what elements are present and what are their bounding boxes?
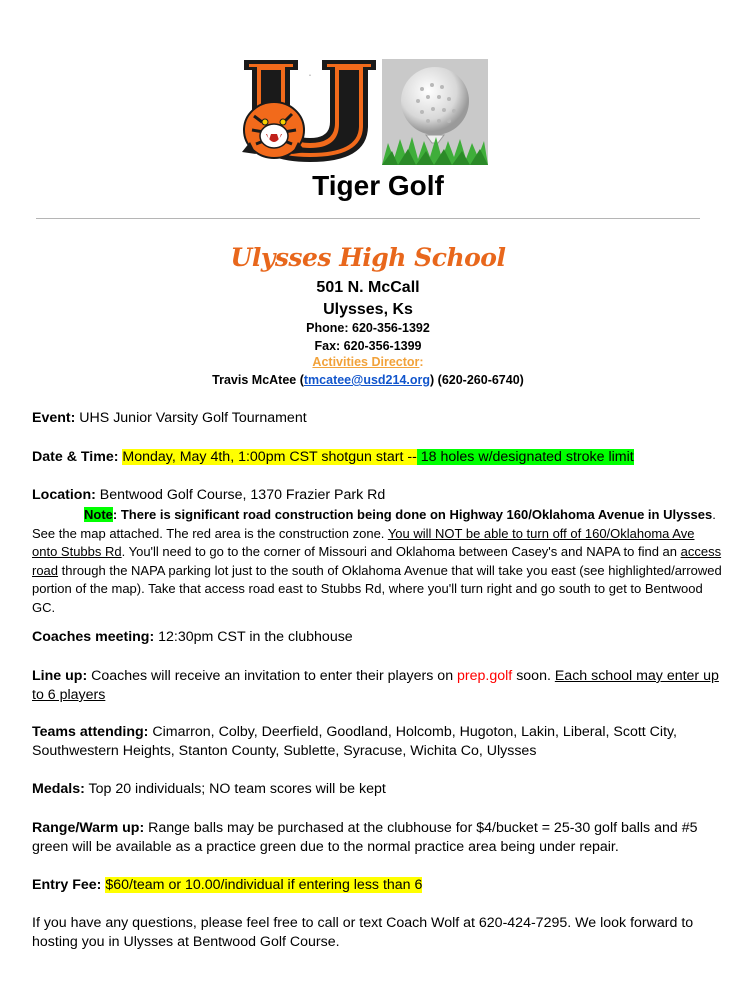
address-line1: 501 N. McCall	[316, 279, 420, 296]
coaches-value: 12:30pm CST in the clubhouse	[154, 629, 353, 645]
lineup-text2: soon.	[512, 668, 555, 684]
note-underline2: access road	[32, 544, 722, 578]
header-logos	[240, 56, 492, 168]
coaches-label: Coaches meeting:	[32, 629, 155, 645]
datetime-label: Date & Time:	[32, 449, 119, 465]
range-value: Range balls may be purchased at the clubhouse for $4/bucket = 25-30 golf balls and #5 green will be available as a practice green due to the normal practice area being under repair.	[32, 820, 698, 855]
activities-director-heading	[0, 355, 736, 369]
director-contact	[0, 373, 736, 387]
u-logo-letter: U	[309, 75, 311, 77]
address-line2: Ulysses, Ks	[323, 301, 413, 318]
event-value: UHS Junior Varsity Golf Tournament	[75, 410, 307, 426]
location-line	[32, 486, 722, 505]
golf-ball-icon	[382, 59, 488, 165]
range-label: Range/Warm up:	[32, 820, 145, 836]
lineup-label: Line up:	[32, 668, 88, 684]
coaches-line	[32, 628, 722, 647]
director-email-link[interactable]: tmcatee@usd214.org	[303, 373, 431, 387]
fee-label: Entry Fee:	[32, 877, 102, 893]
event-line	[32, 409, 722, 428]
note-text1: . See the map attached. The red area is the construction zone.	[32, 507, 716, 541]
datetime-part2: 18 holes w/designated stroke limit	[416, 449, 634, 465]
phone-number: Phone: 620-356-1392	[306, 321, 430, 335]
fee-line	[32, 876, 722, 895]
medals-line	[32, 780, 722, 799]
lineup-text1: Coaches will receive an invitation to enter their players on	[87, 668, 458, 684]
fee-value: $60/team or 10.00/individual if entering less than 6	[105, 877, 423, 893]
location-label: Location:	[32, 487, 96, 503]
note-label: Note	[84, 507, 113, 522]
closing-paragraph: If you have any questions, please feel free to call or text Coach Wolf at 620-424-7295. We look forward to hosting you in Ulysses at Bentwood Golf Course.	[32, 915, 694, 950]
range-line	[32, 819, 722, 857]
lineup-line	[32, 667, 722, 705]
tiger-u-logo	[240, 56, 380, 166]
note-text2: . You'll need to go to the corner of Missouri and Oklahoma between Casey's and NAPA to find an	[121, 544, 681, 559]
director-name: Travis McAtee (	[212, 373, 304, 387]
location-note	[32, 506, 722, 617]
director-phone: ) (620-260-6740)	[430, 373, 524, 387]
event-label: Event:	[32, 410, 76, 426]
medals-label: Medals:	[32, 781, 85, 797]
teams-label: Teams attending:	[32, 724, 149, 740]
teams-value: Cimarron, Colby, Deerfield, Goodland, Holcomb, Hugoton, Lakin, Liberal, Scott City, Southwestern Heights, Stanton County, Sublette, Syracuse, Wichita Co, Ulysses	[32, 724, 677, 759]
school-name: Ulysses High School	[230, 243, 506, 272]
page-title: Tiger Golf	[312, 170, 444, 201]
medals-value: Top 20 individuals; NO team scores will be kept	[84, 781, 386, 797]
prep-golf-link[interactable]: prep.golf	[457, 668, 513, 684]
activities-director-colon: :	[419, 355, 424, 369]
datetime-part1: Monday, May 4th, 1:00pm CST shotgun start --	[122, 449, 417, 465]
horizontal-rule	[36, 218, 700, 219]
location-value: Bentwood Golf Course, 1370 Frazier Park Rd	[95, 487, 386, 503]
note-bold: : There is significant road construction being done on Highway 160/Oklahoma Avenue in Ulysses	[112, 507, 713, 522]
note-underline1: You will NOT be able to turn off of 160/Oklahoma Ave onto Stubbs Rd	[32, 525, 695, 559]
activities-director-label: Activities Director	[312, 355, 420, 369]
fax-number: Fax: 620-356-1399	[314, 339, 422, 353]
datetime-line	[32, 448, 722, 467]
teams-line	[32, 723, 722, 761]
lineup-underlined: Each school may enter up to 6 players	[32, 668, 719, 703]
note-text3: through the NAPA parking lot just to the south of Oklahoma Avenue that will take you east (see highlighted/arrowed portion of the map). Take that access road east to Stubbs Rd, where you'll turn right and go south to get to Bentwood GC.	[32, 562, 722, 615]
